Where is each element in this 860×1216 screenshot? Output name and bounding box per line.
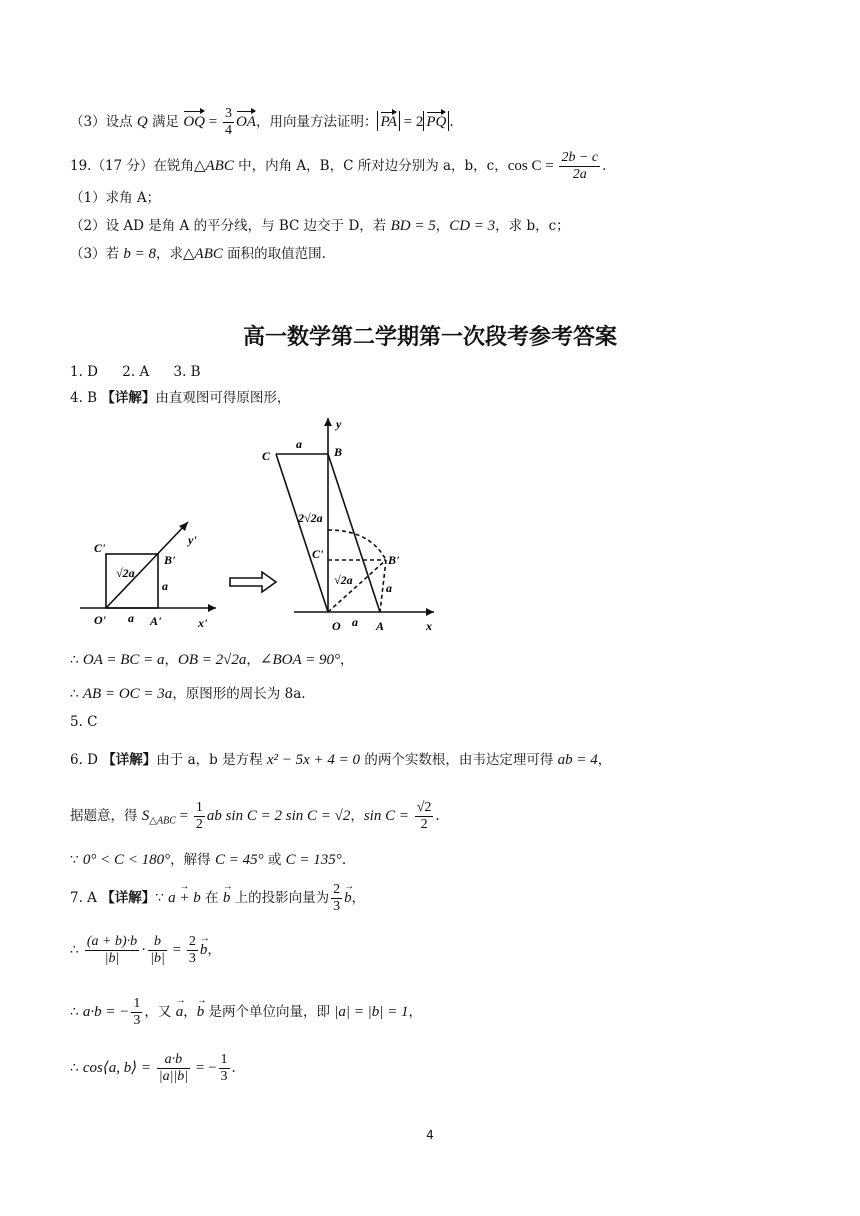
math-triangle: △ABC [183,246,223,262]
denominator: |b| [150,951,165,966]
vector-PQ: PQ [426,111,446,131]
vector-PA: PA [380,111,396,131]
q19-part2 [70,216,570,236]
answer-label: 7. A [70,890,97,906]
denominator: 3 [220,1069,228,1084]
label-c-prime: C' [94,541,106,555]
fraction [131,996,142,1029]
vector-OQ: OQ [183,110,205,132]
label-a-side: a [162,579,168,593]
label-a: A [376,619,385,633]
math-op: = [205,114,221,130]
fraction [559,150,600,183]
text: ， [164,652,179,668]
label-o-prime: O' [94,613,106,627]
text: . [341,852,347,868]
math-op: = [175,808,192,824]
page-number: 4 [426,1128,434,1142]
because: ∵ [155,890,169,906]
arrow-head-icon [324,418,332,426]
answer-6-line3 [70,850,346,870]
therefore: ∴ [70,652,83,668]
numerator: 1 [133,996,141,1011]
fraction [194,800,205,833]
math: ∠BOA = 90° [259,652,340,668]
numerator: 1 [220,1052,228,1067]
fraction [223,106,234,139]
hollow-arrow-icon [230,572,276,592]
text: 面积的取值范围. [222,246,326,262]
fraction [331,882,342,915]
answer-6 [70,750,611,770]
q18-part3 [70,106,454,139]
right-labels [262,417,432,633]
answer-4 [70,388,290,408]
text: ， [183,1004,197,1020]
math: sin C = [363,808,413,824]
answer-1: 1. D [70,364,98,380]
math: C = 45° [214,852,264,868]
text: ， [435,218,450,234]
vector-b: → b [344,888,352,908]
text: ， [207,942,221,958]
math-b: b = 8 [123,246,157,262]
math-op: = [168,942,185,958]
fraction [219,1052,230,1085]
denominator: |a||b| [158,1069,189,1084]
arrow-head-icon [208,604,216,612]
denominator: 3 [188,951,196,966]
answer-title: 高一数学第二学期第一次段考参考答案 [242,325,617,350]
answer-7-line2 [70,934,221,967]
text: 满足 [147,114,184,130]
numerator: √2 [416,800,432,815]
math: cos⟨a, b⟩ = [82,1060,155,1076]
numerator: a·b [157,1052,190,1069]
side-co [276,454,328,612]
label-x: x [426,619,432,633]
math-var: Q [136,114,148,130]
numerator: b [148,934,167,951]
text: . [449,114,454,130]
label-a-side-right: a [386,581,392,595]
figure-intuitive-to-original [70,412,450,640]
label-a-bottom: a [128,611,134,625]
label-a-bottom-right: a [352,615,358,629]
abs-PA [377,111,399,131]
math-subscript: △ABC [149,815,176,827]
denominator: 2 [195,817,203,832]
math-op: = − [192,1060,217,1076]
math: 0° < C < 180° [82,852,171,868]
y-prime-axis [106,522,188,608]
answer-label: 6. D [70,752,98,768]
math: OB = 2√2a [178,652,247,668]
text: ，原图形的周长为 8a. [172,686,306,702]
denominator: 2a [572,167,587,182]
text: 中，内角 A，B，C 所对边分别为 a，b，c， [233,158,508,174]
fraction [187,934,198,967]
text: ，解得 [170,852,215,868]
denominator: 3 [333,899,341,914]
q19-stem [70,150,606,183]
therefore: ∴ [70,942,83,958]
text: ， [350,808,364,824]
answer-2: 2. A [122,364,150,380]
text: ， [351,890,366,906]
answers-1-3 [70,362,201,382]
text: ， [246,652,260,668]
text: 或 [263,852,286,868]
label-c-prime-right: C' [312,547,324,561]
math: a·b = − [82,1004,130,1020]
label-diag: √2a [116,566,135,580]
label-diag-right: √2a [334,573,353,587]
text: （3）若 [70,246,124,262]
text: 在 [200,890,223,906]
label-y: y [336,417,342,431]
label-b: B [334,445,343,459]
text: 上的投影向量为 [230,890,330,906]
answer-7-line4 [70,1052,236,1085]
abs-PQ [423,111,449,131]
dashed-arc [328,530,386,560]
text: ，又 [144,1004,176,1020]
detail-bracket: 【详解】 [101,390,156,406]
math-triangle: △ABC [193,158,234,174]
therefore: ∴ [70,1060,83,1076]
math: AB = OC = 3a [82,686,173,702]
label-x-prime: x' [198,616,208,630]
therefore: ∴ [70,686,83,702]
arrow-head-icon [426,608,434,616]
left-labels [94,533,208,630]
math: ab sin C = 2 sin C = √2 [206,808,351,824]
math-cd: CD = 3 [449,218,496,234]
text: （3）设点 [70,114,137,130]
denominator: 3 [133,1013,141,1028]
text: ， [339,652,354,668]
text: . [435,808,440,824]
label-o: O [332,619,341,633]
detail-bracket: 【详解】 [101,890,156,906]
answer-4-line2 [70,684,306,704]
text: ， [408,1004,423,1020]
because: ∵ [70,852,83,868]
label-b-prime-right: B' [388,553,400,567]
numerator: 3 [224,106,232,121]
math: C = 135° [285,852,342,868]
label-y-prime: y' [188,533,197,547]
label-a-top: a [296,437,302,451]
q19-part1: （1）求角 A； [70,190,161,206]
answer-7 [70,882,365,915]
text: 由于 a，b 是方程 [156,752,267,768]
math-op: = 2 [399,114,424,130]
fraction [157,1052,190,1085]
text: ，用向量方法证明： [255,114,378,130]
label-long-side: 2√2a [298,511,323,525]
text: 19.（17 分）在锐角 [70,158,194,174]
math-s: S [141,808,150,824]
math: |a| = |b| = 1 [334,1004,409,1020]
text: ， [597,752,612,768]
answer-6-line2 [70,800,440,833]
answer-5: 5. C [70,714,98,730]
label-a-prime: A' [150,614,162,628]
answer-4-line1 [70,650,353,670]
text: 据题意，得 [70,808,142,824]
text: 由直观图可得原图形， [155,390,291,406]
detail-bracket: 【详解】 [102,752,157,768]
q19-part3 [70,244,326,264]
vector-b: → b [223,888,231,908]
numerator: 2 [333,882,341,897]
text: ，求 [156,246,184,262]
vector-b: → b [197,1002,205,1022]
answer-7-line3 [70,996,422,1029]
text: . [602,158,607,174]
numerator: (a + b)·b [86,934,138,949]
numerator: 1 [195,800,203,815]
text: （2）设 AD 是角 A 的平分线，与 BC 边交于 D，若 [70,218,391,234]
answer-label: 4. B [70,390,98,406]
label-c: C [262,449,271,463]
vector-sum: → a + b [168,888,201,908]
fraction [415,800,434,833]
text: 的两个实数根，由韦达定理可得 [360,752,558,768]
label-b-prime: B' [164,553,176,567]
numerator: 2b − c [561,150,599,165]
math-bd: BD = 5 [390,218,436,234]
fraction [85,934,139,967]
denominator: 2 [420,817,428,832]
vector-a: → a [176,1002,184,1022]
math-cos: cos C = [507,158,558,174]
text: ，求 b，c； [495,218,570,234]
vector-b: → b [200,940,208,960]
text: 是两个单位向量，即 [204,1004,335,1020]
therefore: ∴ [70,1004,83,1020]
denominator: 4 [224,123,232,138]
fraction [148,934,167,967]
math: ab = 4 [557,752,598,768]
math-equation: x² − 5x + 4 = 0 [266,752,361,768]
numerator: 2 [188,934,196,949]
math: OA = BC = a [82,652,165,668]
vector-OA: OA [236,110,256,132]
math-op: · [141,942,147,958]
denominator: |b| [104,951,120,966]
answer-3: 3. B [173,364,201,380]
text: . [231,1060,236,1076]
